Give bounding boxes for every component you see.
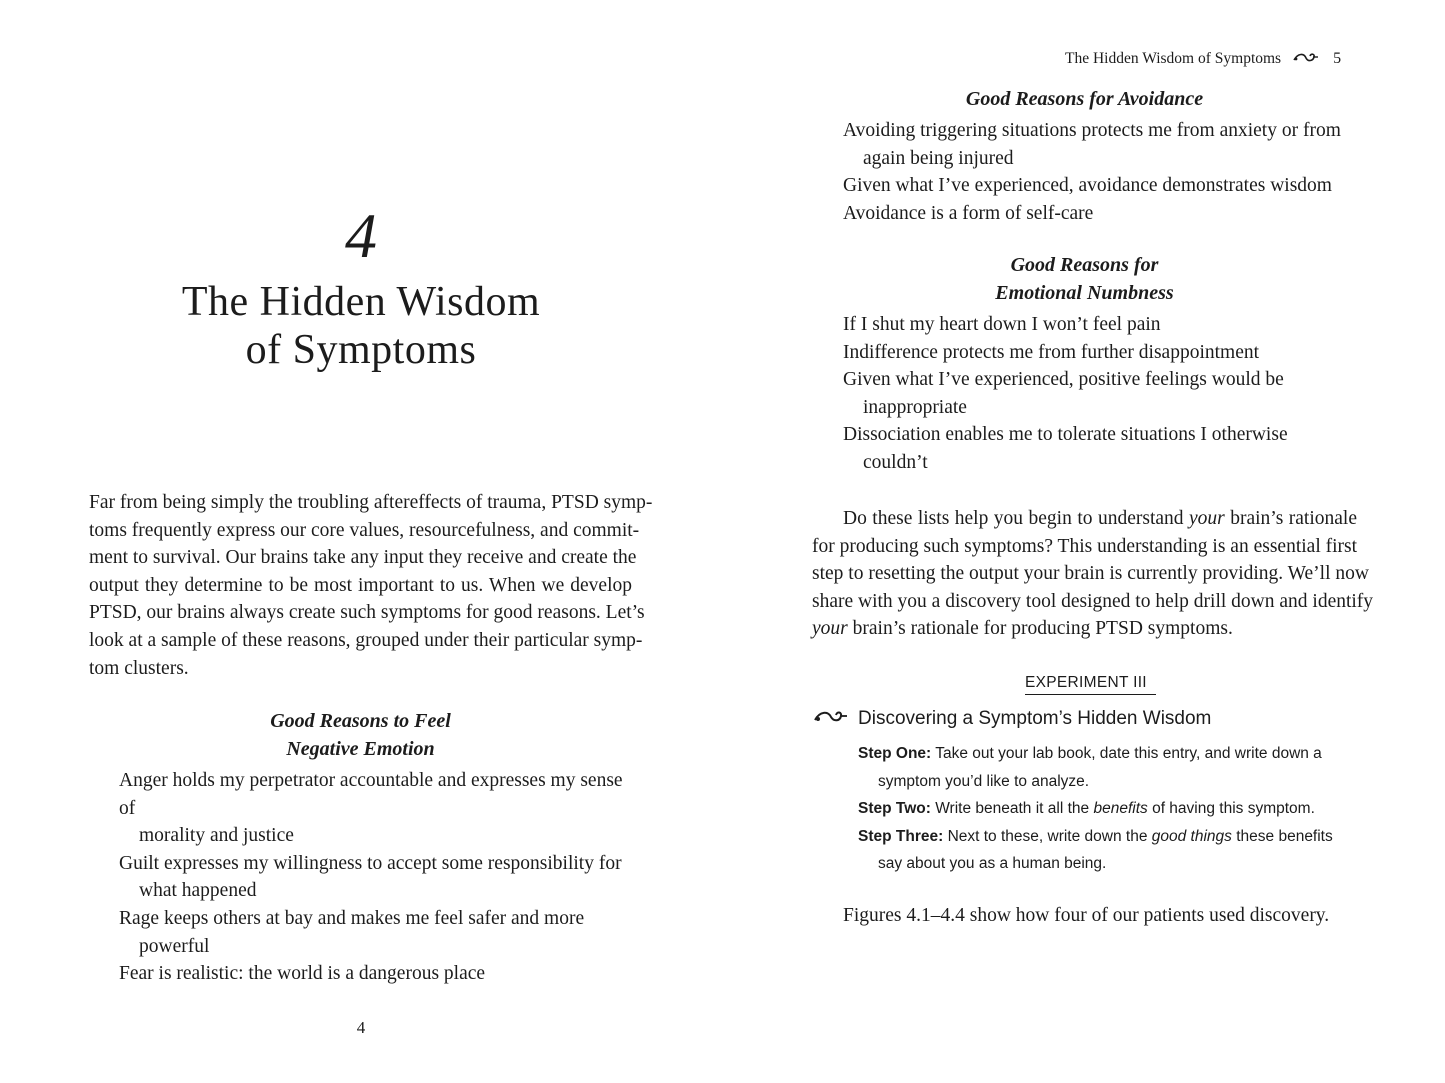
right-page: [722, 0, 1445, 1083]
running-head: [1065, 50, 1341, 68]
subhead-line: Good Reasons to Feel: [270, 710, 451, 732]
running-head-title: The Hidden Wisdom of Symptoms: [1065, 50, 1282, 67]
list-item: Avoidance is a form of self-care: [843, 202, 1094, 224]
left-page: [0, 0, 722, 1083]
chapter-title-line: of Symptoms: [245, 327, 477, 373]
experiment-steps: [858, 740, 1368, 878]
paragraph-line: tom clusters.: [89, 657, 189, 679]
paragraph-line: PTSD, our brains always create such symptoms for good reasons. Let’s: [89, 602, 645, 624]
ornament-icon: [1293, 50, 1319, 68]
list-item-continuation: morality and justice: [139, 825, 294, 847]
page-number-right: 5: [1333, 50, 1342, 67]
list-item: [119, 960, 639, 988]
paragraph-line: Far from being simply the troubling aftereffects of trauma, PTSD symp-: [89, 492, 653, 513]
intro-paragraph: [89, 489, 653, 682]
list-item-line: Fear is realistic: the world is a dangerous place: [119, 963, 486, 985]
subhead-line: Negative Emotion: [286, 738, 435, 760]
subhead-line: Emotional Numbness: [995, 282, 1174, 304]
subhead-line: Good Reasons for: [1010, 254, 1159, 276]
list-item: Given what I’ve experienced, avoidance demonstrates wisdom: [843, 175, 1332, 197]
list-item-line: Dissociation enables me to tolerate situations I otherwise: [843, 424, 1288, 446]
step-one: Step One: Take out your lab book, date this entry, and write down a symptom you’d like to analyze.: [858, 745, 1322, 790]
experiment-title: [814, 708, 1211, 730]
experiment-title-text: Discovering a Symptom’s Hidden Wisdom: [858, 708, 1212, 730]
list-item-continuation: again being injured: [863, 147, 1014, 169]
subhead-negative-emotion: [89, 707, 632, 763]
paragraph-line: share with you a discovery tool designed to help drill down and identify: [812, 590, 1374, 612]
list-item-continuation: inappropriate: [863, 396, 967, 418]
page-number-left: 4: [356, 1018, 366, 1037]
list-emotional-numbness: [843, 311, 1363, 477]
paragraph-line: ment to survival. Our brains take any input they receive and create the: [89, 547, 637, 569]
chapter-title-line: The Hidden Wisdom: [181, 279, 541, 325]
step-three: Step Three: Next to these, write down the good things these benefits say about you as a human being.: [858, 827, 1333, 873]
ornament-icon: [814, 708, 848, 730]
list-item: [843, 117, 1363, 172]
list-item-continuation: powerful: [139, 935, 210, 957]
list-item-line: Guilt expresses my willingness to accept some responsibility for: [119, 852, 622, 874]
list-item: [119, 850, 639, 905]
list-negative-emotion: [119, 767, 639, 988]
paragraph-line: output they determine to be most important to us. When we develop: [89, 574, 632, 596]
paragraph-line: Do these lists help you begin to understand your brain’s rationale: [843, 508, 1358, 529]
step-two: Step Two: Write beneath it all the benefits of having this symptom.: [858, 800, 1315, 818]
list-item-line: Rage keeps others at bay and makes me feel safer and more: [119, 907, 585, 929]
paragraph-line: step to resetting the output your brain is currently providing. We’ll now: [812, 563, 1369, 585]
list-item: If I shut my heart down I won’t feel pain: [843, 314, 1161, 335]
paragraph-line: for producing such symptoms? This understanding is an essential first: [812, 535, 1358, 557]
subhead-avoidance: Good Reasons for Avoidance: [965, 88, 1204, 110]
list-avoidance: [843, 117, 1363, 227]
list-item-continuation: couldn’t: [863, 451, 928, 473]
experiment-label: EXPERIMENT III: [1025, 674, 1156, 695]
subhead-emotional-numbness: [812, 251, 1357, 307]
figures-note: Figures 4.1–4.4 show how four of our patients used discovery.: [843, 905, 1330, 926]
paragraph-line: look at a sample of these reasons, grouped under their particular symp-: [89, 629, 643, 651]
paragraph-line: toms frequently express our core values, resourcefulness, and commit-: [89, 519, 640, 541]
list-item-line: Avoiding triggering situations protects me from anxiety or from: [843, 120, 1341, 141]
list-item-line: Anger holds my perpetrator accountable and expresses my sense of: [119, 770, 623, 819]
list-item: Indifference protects me from further disappointment: [843, 341, 1260, 363]
chapter-number: 4: [345, 200, 377, 271]
list-item: [119, 905, 639, 960]
list-item: [119, 767, 639, 850]
list-item: [843, 366, 1363, 421]
chapter-title: [0, 278, 722, 374]
list-item-line: Given what I’ve experienced, positive feelings would be: [843, 369, 1284, 391]
list-item: [843, 421, 1363, 476]
body-paragraph: [812, 505, 1374, 643]
list-item-continuation: what happened: [139, 880, 257, 902]
paragraph-line: your brain’s rationale for producing PTSD symptoms.: [812, 618, 1233, 640]
